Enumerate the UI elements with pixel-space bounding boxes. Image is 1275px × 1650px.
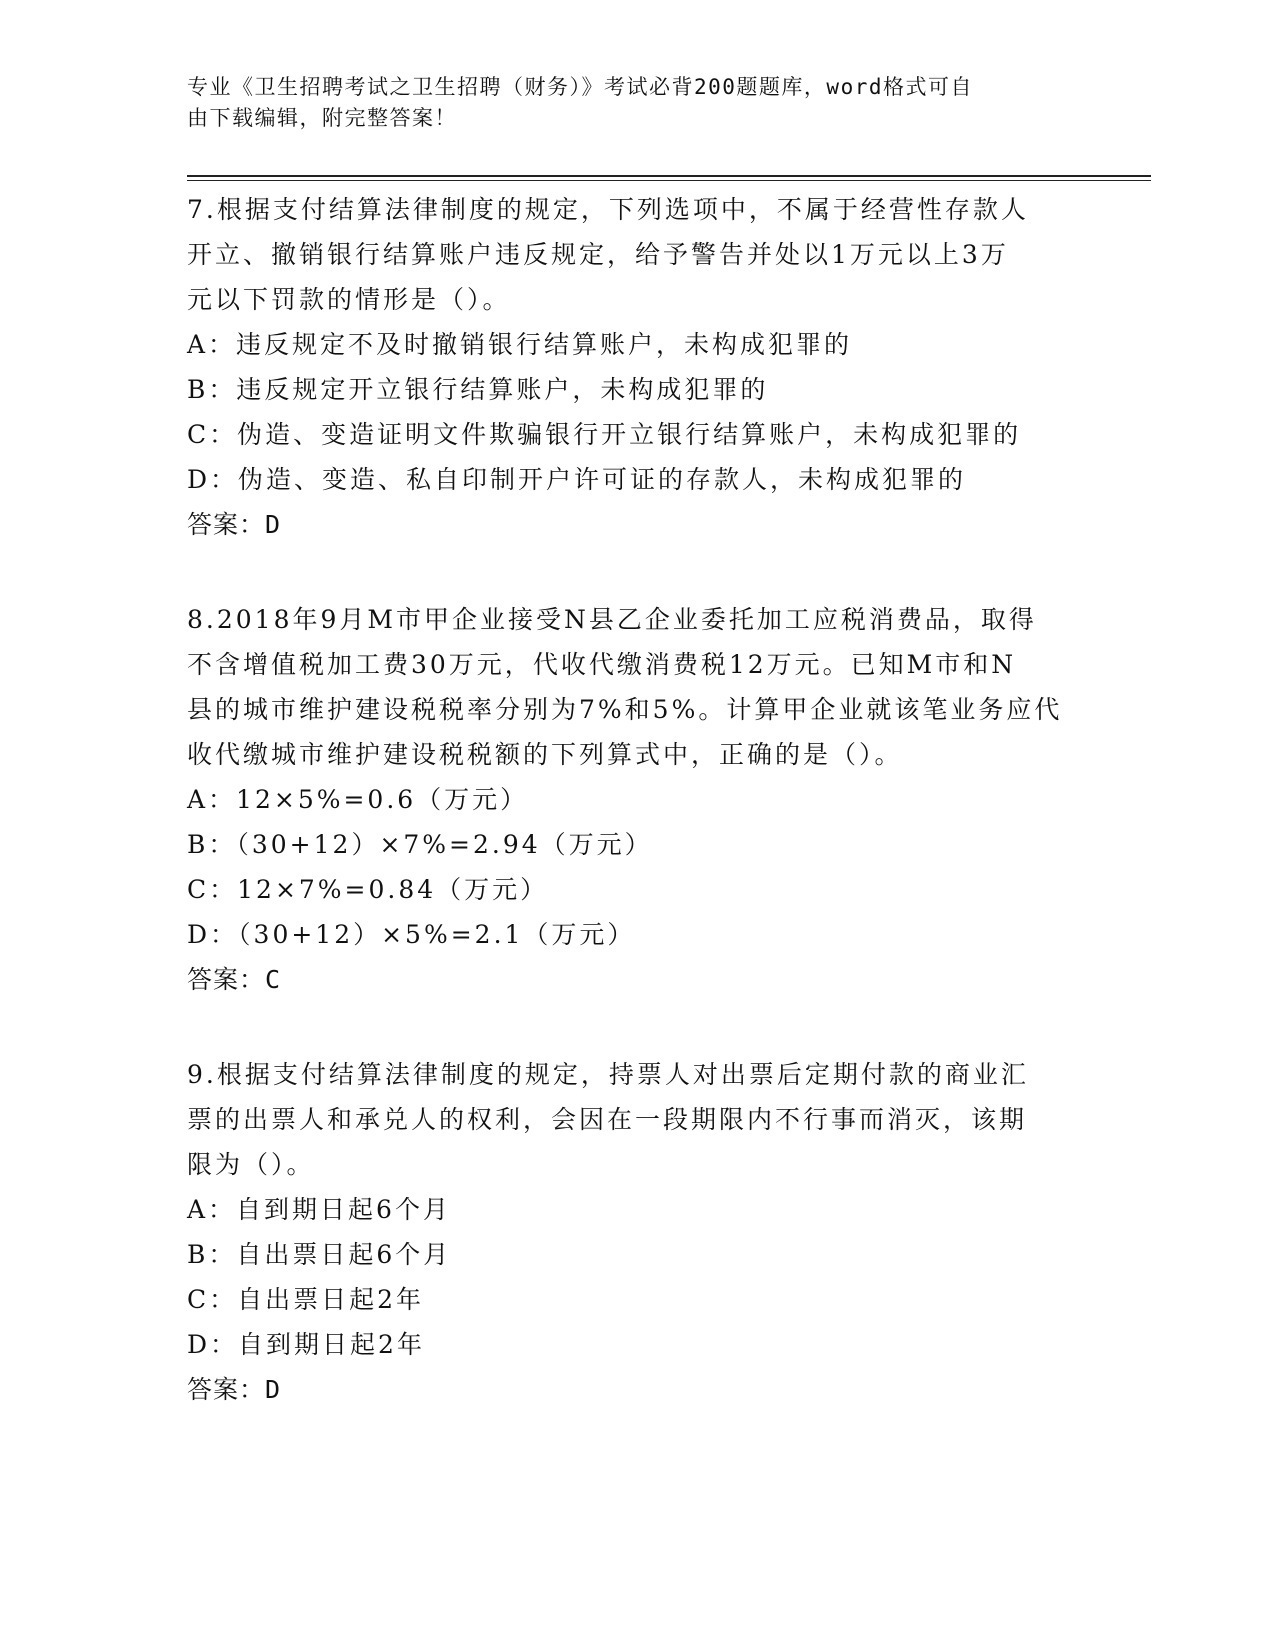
question-8 xyxy=(187,597,1067,1002)
header-line-1: 专业《卫生招聘考试之卫生招聘（财务）》考试必背200题题库，word格式可自 xyxy=(187,75,973,99)
option-d: D：（30+12）×5%=2.1（万元） xyxy=(187,920,636,949)
question-stem-line: 开立、撤销银行结算账户违反规定，给予警告并处以1万元以上3万 xyxy=(187,240,1009,269)
answer-line: 答案：D xyxy=(187,1375,282,1404)
question-stem-line: 9.根据支付结算法律制度的规定，持票人对出票后定期付款的商业汇 xyxy=(187,1060,1029,1089)
question-stem-line: 限为（）。 xyxy=(187,1150,315,1179)
question-stem-line: 县的城市维护建设税税率分别为7%和5%。计算甲企业就该笔业务应代 xyxy=(187,695,1063,724)
question-stem-line: 不含增值税加工费30万元，代收代缴消费税12万元。已知M市和N xyxy=(187,650,1017,679)
option-d: D：自到期日起2年 xyxy=(187,1330,425,1359)
option-c: C：自出票日起2年 xyxy=(187,1285,425,1314)
question-9 xyxy=(187,1052,1067,1412)
header-line-2: 由下载编辑，附完整答案！ xyxy=(187,106,457,130)
option-b: B：违反规定开立银行结算账户，未构成犯罪的 xyxy=(187,375,769,404)
question-stem-line: 收代缴城市维护建设税税额的下列算式中，正确的是（）。 xyxy=(187,740,903,769)
question-stem-line: 票的出票人和承兑人的权利，会因在一段期限内不行事而消灭，该期 xyxy=(187,1105,1028,1134)
option-c: C：12×7%=0.84（万元） xyxy=(187,875,549,904)
question-stem-line: 7.根据支付结算法律制度的规定，下列选项中，不属于经营性存款人 xyxy=(187,195,1029,224)
question-7 xyxy=(187,187,1067,547)
option-c: C：伪造、变造证明文件欺骗银行开立银行结算账户，未构成犯罪的 xyxy=(187,420,1022,449)
option-d: D：伪造、变造、私自印制开户许可证的存款人，未构成犯罪的 xyxy=(187,465,967,494)
question-stem-line: 8.2018年9月M市甲企业接受N县乙企业委托加工应税消费品，取得 xyxy=(187,605,1037,634)
header-divider-thin xyxy=(187,180,1151,181)
option-a: A：违反规定不及时撤销银行结算账户，未构成犯罪的 xyxy=(187,330,853,359)
header-divider-thick xyxy=(187,175,1151,177)
question-stem-line: 元以下罚款的情形是（）。 xyxy=(187,285,511,314)
option-b: B：自出票日起6个月 xyxy=(187,1240,452,1269)
answer-line: 答案：D xyxy=(187,510,282,539)
answer-line: 答案：C xyxy=(187,965,282,994)
option-b: B：（30+12）×7%=2.94（万元） xyxy=(187,830,653,859)
option-a: A：自到期日起6个月 xyxy=(187,1195,451,1224)
document-header xyxy=(187,72,1067,134)
option-a: A：12×5%=0.6（万元） xyxy=(187,785,529,814)
